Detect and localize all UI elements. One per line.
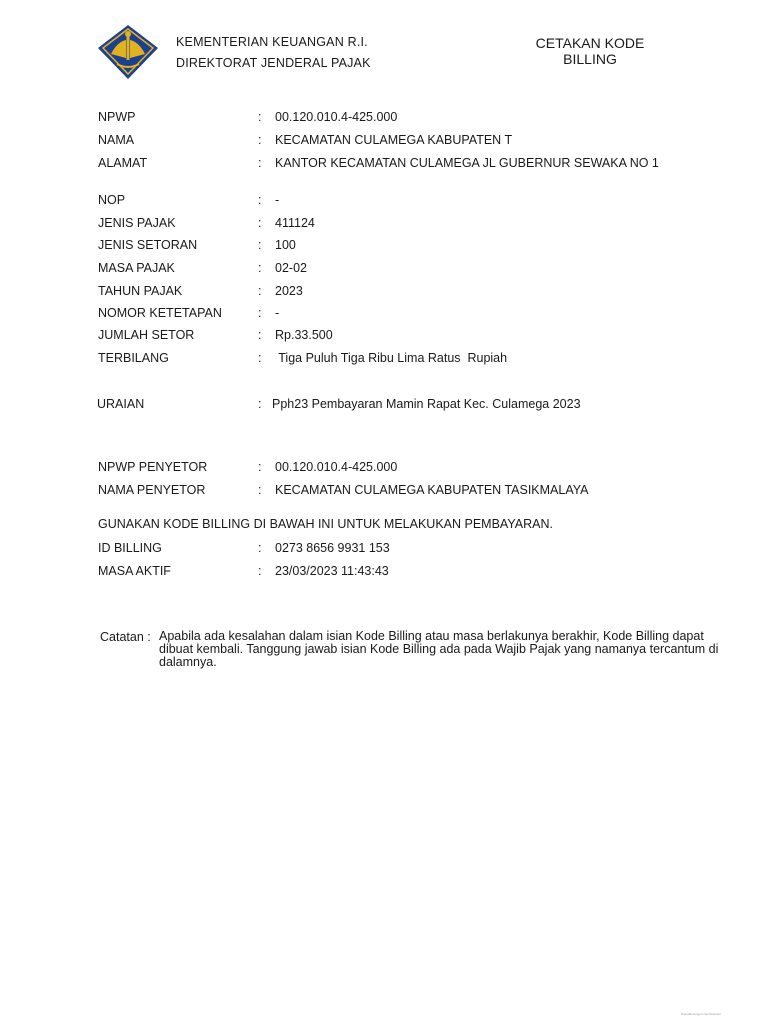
field-colon: :	[258, 328, 262, 342]
field-value: Pph23 Pembayaran Mamin Rapat Kec. Culamega 2023	[272, 397, 581, 411]
note-label: Catatan :	[100, 630, 151, 644]
field-label: NPWP PENYETOR	[98, 460, 208, 474]
field-value: KECAMATAN CULAMEGA KABUPATEN TASIKMALAYA	[275, 483, 589, 497]
field-colon: :	[258, 351, 262, 365]
field-value: 411124	[275, 216, 315, 230]
kemenkeu-emblem-icon	[97, 24, 159, 80]
field-colon: :	[258, 110, 262, 124]
field-label: MASA AKTIF	[98, 564, 171, 578]
field-value: -	[275, 193, 280, 207]
field-label: ALAMAT	[98, 156, 148, 170]
field-colon: :	[258, 261, 262, 275]
field-colon: :	[258, 564, 262, 578]
field-colon: :	[258, 483, 262, 497]
field-label: NPWP	[98, 110, 136, 124]
field-value: KANTOR KECAMATAN CULAMEGA JL GUBERNUR SEWAKA NO 1	[275, 156, 659, 170]
note-text: Apabila ada kesalahan dalam isian Kode Billing atau masa berlakunya berakhir, Kode Billing dapat dibuat kembali. Tanggung jawab isian Kode Billing ada pada Wajib Pajak yang namanya tercantum di dalamnya.	[159, 629, 719, 669]
org-name-line2: DIREKTORAT JENDERAL PAJAK	[176, 56, 371, 70]
field-colon: :	[258, 541, 262, 555]
document-title-line1: CETAKAN KODE	[535, 35, 645, 51]
document-title-line2: BILLING	[563, 51, 617, 67]
org-name-line1: KEMENTERIAN KEUANGAN R.I.	[176, 35, 368, 49]
field-colon: :	[258, 133, 262, 147]
field-colon: :	[258, 306, 262, 320]
field-colon: :	[258, 216, 262, 230]
field-label: ID BILLING	[98, 541, 162, 555]
field-colon: :	[258, 193, 262, 207]
field-value: 02-02	[275, 261, 307, 275]
field-value: KECAMATAN CULAMEGA KABUPATEN T	[275, 133, 513, 147]
field-value: 23/03/2023 11:43:43	[275, 564, 389, 578]
field-label: JUMLAH SETOR	[98, 328, 195, 342]
field-label: MASA PAJAK	[98, 261, 175, 275]
field-value: -	[275, 306, 280, 320]
field-label: NAMA	[98, 133, 135, 147]
scanner-watermark: Dipindai dengan CamScanner	[681, 1012, 722, 1016]
field-colon: :	[258, 238, 262, 252]
field-label: JENIS SETORAN	[98, 238, 198, 252]
document-title	[515, 35, 665, 67]
payment-notice: GUNAKAN KODE BILLING DI BAWAH INI UNTUK MELAKUKAN PEMBAYARAN.	[98, 517, 553, 531]
field-value: 00.120.010.4-425.000	[275, 110, 398, 124]
field-label: URAIAN	[97, 397, 145, 411]
field-label: TERBILANG	[98, 351, 169, 365]
field-colon: :	[258, 460, 262, 474]
field-colon: :	[258, 156, 262, 170]
field-label: NOMOR KETETAPAN	[98, 306, 222, 320]
field-colon: :	[258, 284, 262, 298]
field-value: 100	[275, 238, 296, 252]
field-label: NAMA PENYETOR	[98, 483, 206, 497]
field-colon: :	[258, 397, 262, 411]
field-label: JENIS PAJAK	[98, 216, 176, 230]
field-value: Tiga Puluh Tiga Ribu Lima Ratus Rupiah	[275, 351, 508, 365]
field-value: 2023	[275, 284, 303, 298]
field-value: 00.120.010.4-425.000	[275, 460, 398, 474]
field-value: Rp.33.500	[275, 328, 333, 342]
field-label: TAHUN PAJAK	[98, 284, 183, 298]
field-label: NOP	[98, 193, 126, 207]
field-value: 0273 8656 9931 153	[275, 541, 390, 555]
